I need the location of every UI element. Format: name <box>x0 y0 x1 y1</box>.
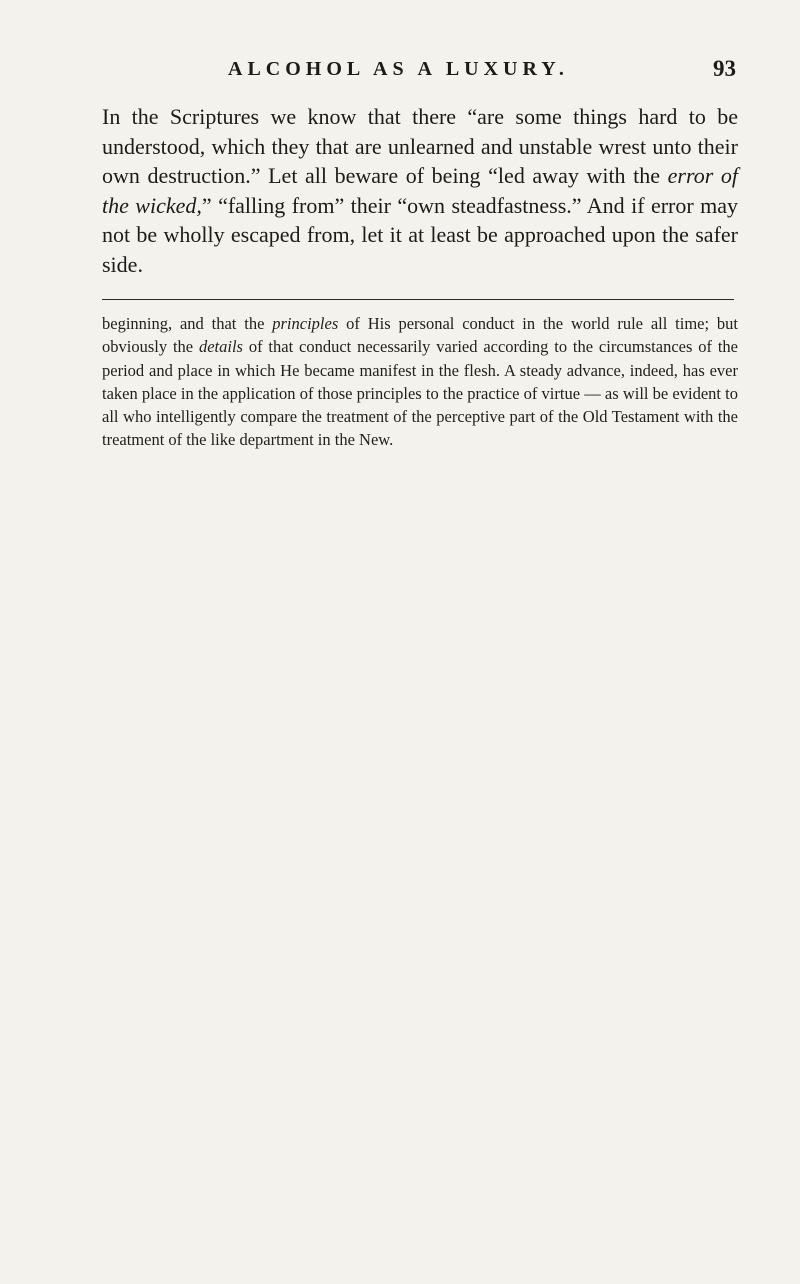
text-run: In the Scriptures we know that there <box>102 104 468 129</box>
quotation-close: ” <box>201 192 212 218</box>
footnote-text <box>102 312 738 452</box>
italic-phrase: error of the wicked, <box>102 163 739 218</box>
text-run: of His personal conduct in the world rule all time; but obviously the <box>102 314 739 357</box>
text-run: of that conduct necessarily varied according to the circumstances of the period and place in which He became manifest in the flesh. A steady advance, indeed, has ever taken place in the application of those principles to the practice of virtue — as will be evident to all who intelligently compare the treatment of the perceptive part of the Old Testament with the treatment of the like department in the New. <box>102 337 738 450</box>
main-paragraph <box>102 102 738 279</box>
quotation: “falling from” <box>218 192 345 218</box>
italic-word: details <box>198 337 243 357</box>
footnote-divider <box>102 299 734 300</box>
text-run: And if error may not be wholly escaped from, let it at least be approached upon the safer side. <box>102 192 738 277</box>
footnote <box>102 312 738 452</box>
text-run: beginning, and that the <box>102 314 273 333</box>
text-run: their <box>344 192 398 218</box>
running-title: ALCOHOL AS A LUXURY. <box>228 58 569 80</box>
paragraph-text <box>102 102 738 279</box>
book-page <box>102 52 738 452</box>
quotation: “own steadfastness.” <box>397 192 582 218</box>
text-run: Let all beware of being <box>260 163 489 188</box>
quotation: “are some things hard to be understood, which they that are unlearned and unstable wrest unto their own destruction.” <box>102 104 739 188</box>
quotation: “led away with the <box>488 163 668 188</box>
page-number: 93 <box>713 56 736 81</box>
running-head <box>102 52 738 92</box>
italic-word: principles <box>272 314 339 333</box>
